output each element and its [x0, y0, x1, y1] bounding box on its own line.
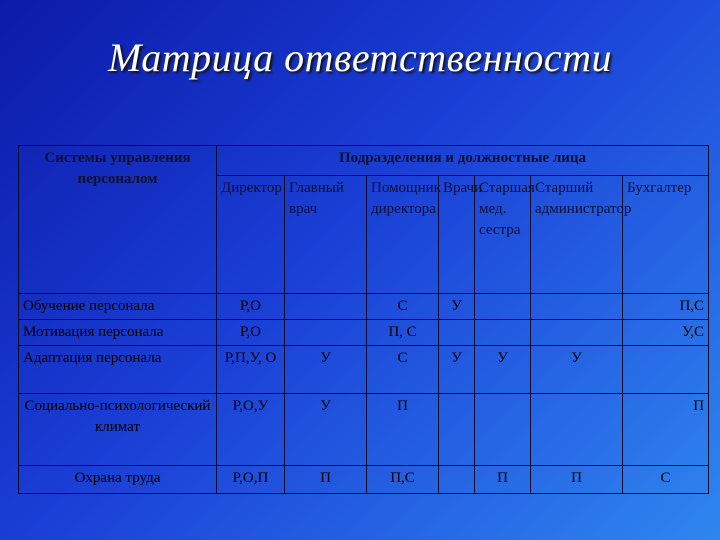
row-label: Обучение персонала	[19, 294, 217, 320]
matrix-cell	[531, 394, 623, 466]
column-header: Главный врач	[285, 176, 367, 294]
row-label: Мотивация персонала	[19, 320, 217, 346]
table-row	[19, 394, 709, 466]
matrix-cell	[285, 294, 367, 320]
matrix-cell: С	[367, 294, 439, 320]
column-header: Директор	[217, 176, 285, 294]
matrix-cell: П	[623, 394, 709, 466]
column-header: Врачи	[439, 176, 475, 294]
column-header: Бухгалтер	[623, 176, 709, 294]
matrix-cell: У	[439, 346, 475, 394]
slide-title: Матрица ответственности	[107, 35, 613, 80]
row-label: Охрана труда	[19, 466, 217, 494]
matrix-cell: У	[439, 294, 475, 320]
matrix-cell	[531, 294, 623, 320]
matrix-cell: У	[531, 346, 623, 394]
matrix-cell: П,С	[367, 466, 439, 494]
column-header: Помощник директора	[367, 176, 439, 294]
matrix-cell: Р,О,П	[217, 466, 285, 494]
column-header: Старшая мед. сестра	[475, 176, 531, 294]
matrix-cell: Р,О	[217, 320, 285, 346]
matrix-cell: У	[285, 394, 367, 466]
table-row	[19, 466, 709, 494]
matrix-cell	[623, 346, 709, 394]
matrix-cell: П	[531, 466, 623, 494]
header-systems: Системы управления персоналом	[19, 146, 217, 294]
matrix-cell: Р,О,У	[217, 394, 285, 466]
matrix-cell: П	[367, 394, 439, 466]
matrix-cell: У,С	[623, 320, 709, 346]
table-row	[19, 294, 709, 320]
matrix-cell: П	[285, 466, 367, 494]
matrix-cell	[439, 466, 475, 494]
matrix-cell: П,С	[623, 294, 709, 320]
matrix-cell: П	[475, 466, 531, 494]
header-departments: Подразделения и должностные лица	[217, 146, 709, 176]
matrix-cell: Р,П,У, О	[217, 346, 285, 394]
matrix-cell: С	[623, 466, 709, 494]
matrix-cell: Р,О	[217, 294, 285, 320]
matrix-cell: С	[367, 346, 439, 394]
table-row	[19, 320, 709, 346]
matrix-cell: У	[475, 346, 531, 394]
matrix-cell: У	[285, 346, 367, 394]
matrix-cell	[475, 294, 531, 320]
matrix-cell	[439, 320, 475, 346]
matrix-cell	[475, 320, 531, 346]
column-header: Старший администратор	[531, 176, 623, 294]
table-row	[19, 346, 709, 394]
matrix-cell: П, С	[367, 320, 439, 346]
row-label: Социально-психологический климат	[19, 394, 217, 466]
row-label: Адаптация персонала	[19, 346, 217, 394]
matrix-cell	[531, 320, 623, 346]
matrix-cell	[285, 320, 367, 346]
matrix-cell	[439, 394, 475, 466]
responsibility-matrix	[18, 145, 709, 494]
matrix-cell	[475, 394, 531, 466]
